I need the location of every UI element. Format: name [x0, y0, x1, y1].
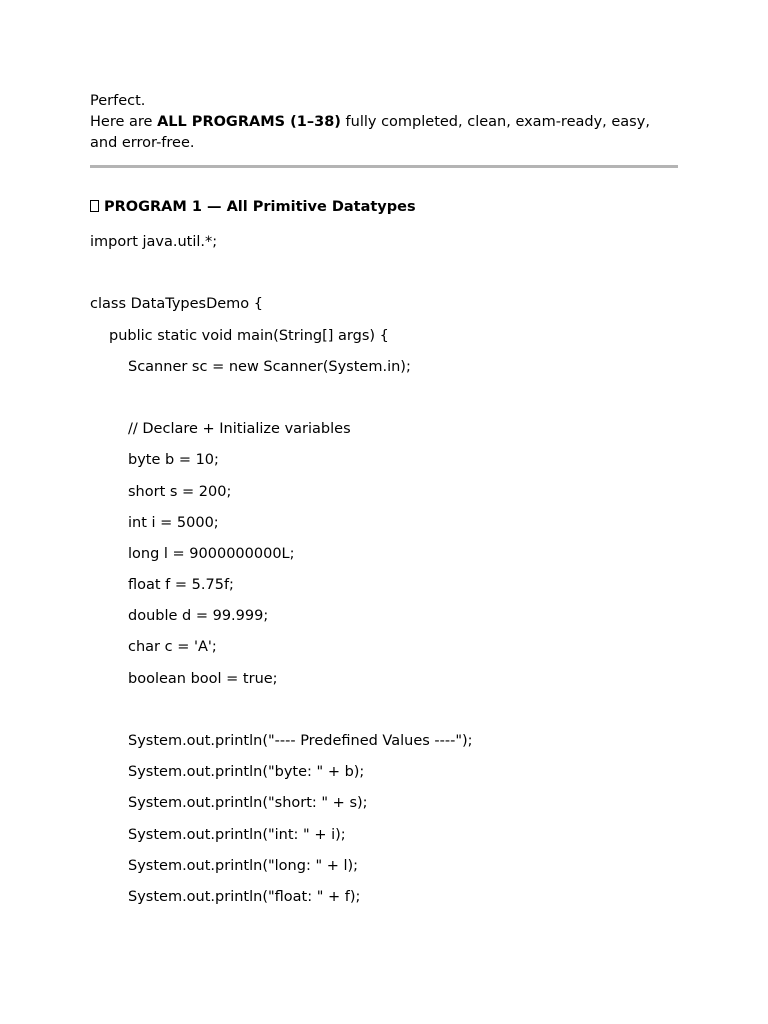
document-page [90, 91, 678, 913]
code-line: short s = 200; [128, 483, 232, 500]
program-1-heading [90, 196, 678, 218]
intro-text-suffix: fully completed, clean, exam-ready, easy, [340, 114, 650, 130]
code-line: double d = 99.999; [128, 608, 269, 625]
code-line: Scanner sc = new Scanner(System.in); [128, 358, 411, 375]
code-line: System.out.println("long: " + l); [128, 857, 359, 874]
code-line: boolean bool = true; [128, 670, 278, 687]
code-line: System.out.println("byte: " + b); [128, 764, 365, 781]
program-1-heading-text: PROGRAM 1 — All Primitive Datatypes [104, 199, 416, 215]
code-block [90, 227, 678, 913]
code-line: System.out.println("short: " + s); [128, 795, 368, 812]
code-line: // Declare + Initialize variables [128, 421, 351, 438]
intro-text: and error-free. [90, 135, 195, 151]
code-line: byte b = 10; [128, 452, 219, 469]
intro-line-2 [90, 112, 678, 133]
code-line: import java.util.*; [90, 234, 218, 250]
horizontal-divider [90, 165, 678, 168]
code-line: System.out.println("int: " + i); [128, 826, 346, 843]
code-line: int i = 5000; [128, 514, 219, 531]
code-line: char c = 'A'; [128, 639, 217, 656]
code-line [90, 695, 678, 726]
code-line [90, 258, 678, 289]
intro-line-1 [90, 91, 678, 112]
intro-text-bold: ALL PROGRAMS (1–38) [157, 114, 341, 130]
code-line: long l = 9000000000L; [128, 545, 295, 562]
code-line: float f = 5.75f; [128, 577, 234, 594]
missing-glyph-icon [90, 200, 99, 212]
code-line: public static void main(String[] args) { [109, 327, 389, 344]
intro-text-prefix: Here are [90, 114, 158, 130]
code-line: class DataTypesDemo { [90, 296, 264, 313]
code-line: System.out.println("---- Predefined Values ----"); [128, 733, 473, 749]
code-line [90, 383, 678, 414]
intro-text: Perfect. [90, 93, 146, 109]
code-line: System.out.println("float: " + f); [128, 888, 361, 905]
intro-line-3 [90, 133, 678, 154]
